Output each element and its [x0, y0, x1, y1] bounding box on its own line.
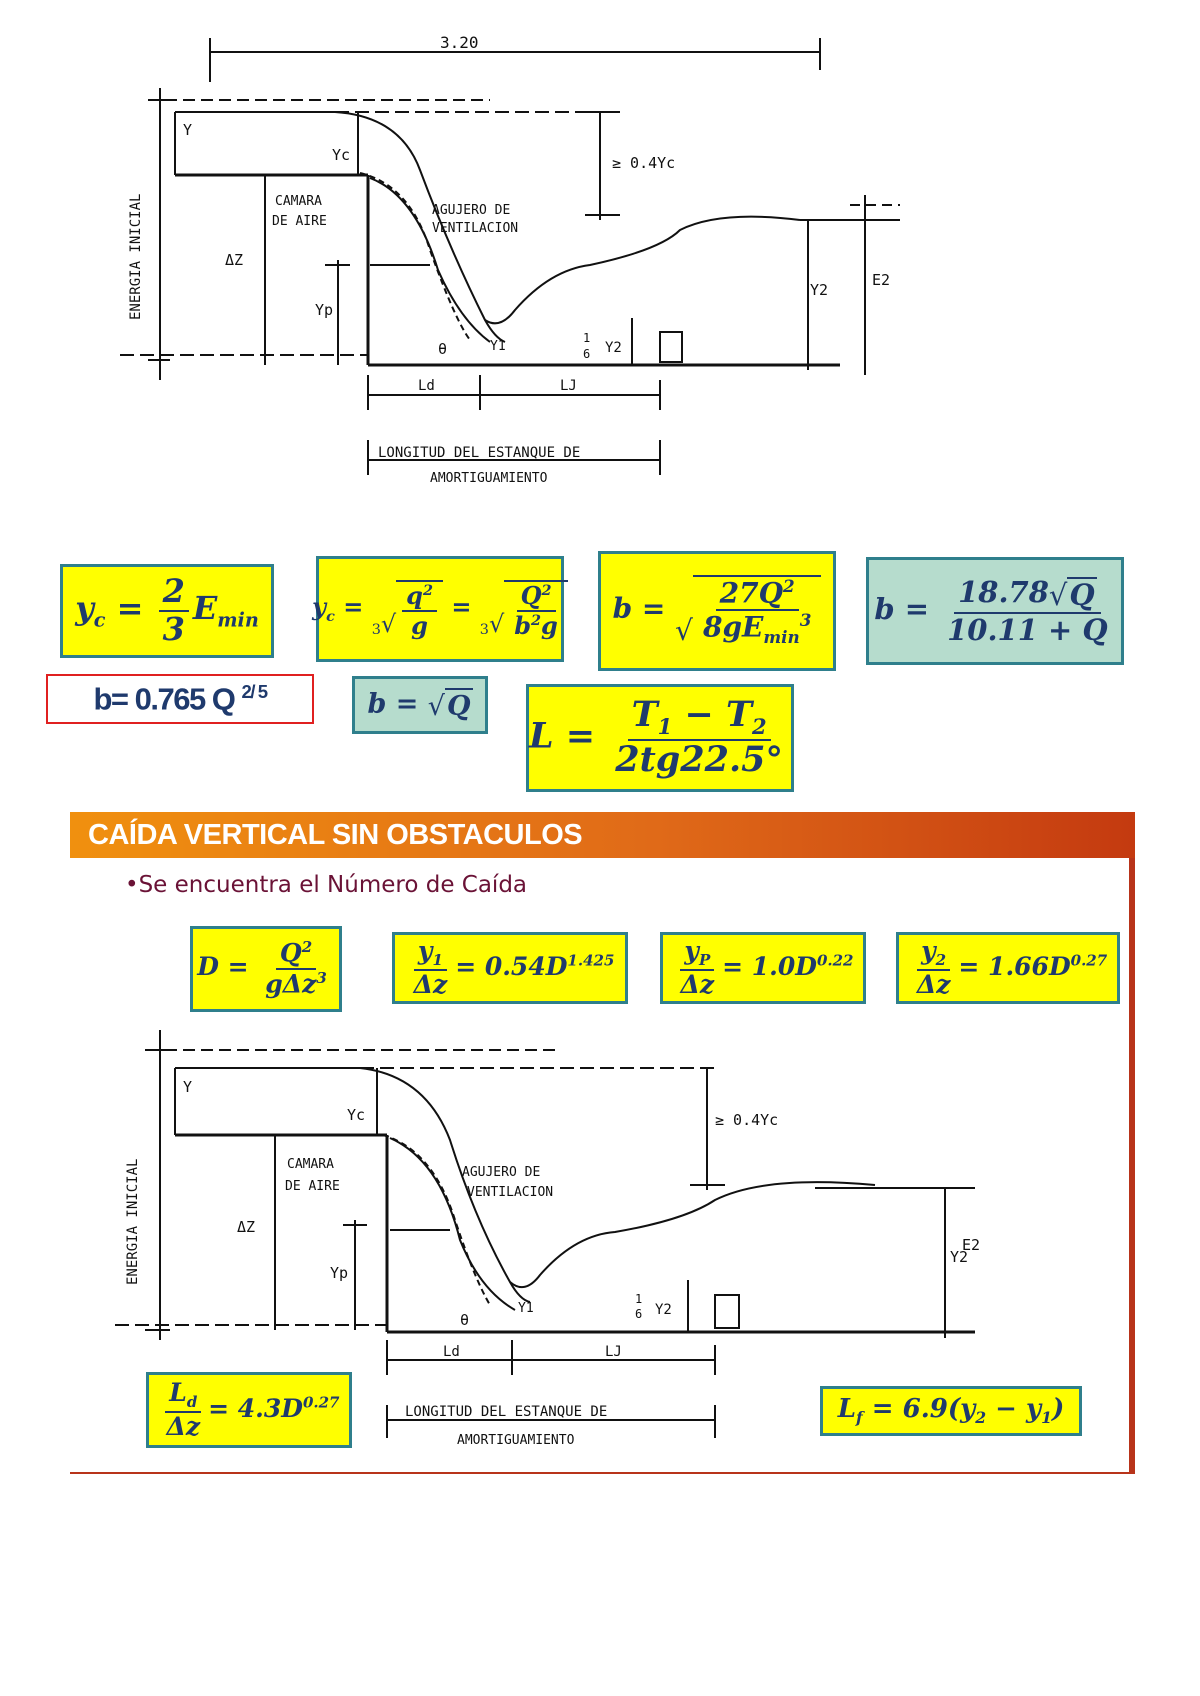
formula-yc-energy-text: $y_c$ = $\frac{2}{3}$ $E_{min}$: [75, 572, 259, 648]
top-dimension-label: 3.20: [440, 33, 479, 52]
y-label-bottom: Y: [183, 1078, 193, 1096]
e2-label: E2: [872, 271, 891, 289]
e2-label-bottom: E2: [962, 1236, 981, 1254]
y1-label-bottom: Y1: [518, 1301, 534, 1316]
formula-yc-critical-text: $y_c$ = 3 √ $\frac{q^2}{g}$ = 3 √ $\frac{Q^2}{b^2g}$: [312, 580, 568, 637]
ld-label: Ld: [418, 378, 435, 394]
bullet-text: Se encuentra el Número de Caída: [138, 872, 528, 898]
formula-drop-number: [190, 926, 342, 1012]
theta-label-bottom: θ: [460, 1311, 470, 1329]
yc-label-bottom: Yc: [347, 1106, 366, 1124]
camara-label-1: CAMARA: [275, 194, 322, 209]
yc-label: Yc: [332, 146, 351, 164]
sixth-denominator: 6: [583, 347, 591, 361]
sixth-y2-label: Y2: [605, 340, 622, 356]
formula-drop-number-text: D = $\frac{Q^2}{g\Delta z^3}$: [197, 938, 327, 999]
yp-label-bottom: Yp: [330, 1264, 349, 1282]
formula-lf-length-text: $L_f = 6.9(y_2 - y_1)$: [837, 1394, 1065, 1428]
dz-label-bottom: ΔZ: [237, 1218, 256, 1236]
longitud-label-bottom-2: AMORTIGUAMIENTO: [457, 1433, 575, 1448]
formula-ld-ratio: [146, 1372, 352, 1448]
formula-b-sqrt-text: b = √ Q: [367, 688, 471, 722]
formula-yc-energy: [60, 564, 274, 658]
formula-yp-ratio: [660, 932, 866, 1004]
sixth-numerator-bottom: 1: [635, 1292, 643, 1306]
formula-ld-ratio-text: $\frac{L_d}{\Delta z}$ = $4.3D^{0.27}$: [166, 1377, 340, 1442]
ld-label-bottom: Ld: [443, 1344, 460, 1360]
formula-b-energy-text: b = √ $\frac{27Q^2}{8gE_{min}^3}$: [613, 575, 822, 646]
formula-b-empirical: [866, 557, 1124, 665]
formula-transition-length-text: L = $\frac{T_1 - T_2}{2tg22.5^\circ}$: [528, 694, 784, 781]
y2-label: Y2: [810, 281, 829, 299]
yp-label: Yp: [315, 301, 334, 319]
energy-label-bottom: ENERGIA INICIAL: [125, 1158, 141, 1285]
formula-y1-ratio: [392, 932, 628, 1004]
dz-label: ΔZ: [225, 251, 244, 269]
longitud-label-2: AMORTIGUAMIENTO: [430, 471, 548, 486]
formula-y1-ratio-text: $\frac{y_1}{\Delta z}$ = $0.54D^{1.425}$: [413, 935, 615, 1000]
agujero-label-bottom-1: AGUJERO DE: [462, 1165, 541, 1180]
agujero-label-2: VENTILACION: [432, 221, 519, 236]
section-title: CAÍDA VERTICAL SIN OBSTACULOS: [70, 812, 1135, 858]
camara-label-bottom-2: DE AIRE: [285, 1179, 340, 1194]
y2-label-bottom: Y2: [950, 1248, 969, 1266]
agujero-label-1: AGUJERO DE: [432, 203, 511, 218]
camara-label-bottom-1: CAMARA: [287, 1157, 334, 1172]
formula-yc-critical: [312, 556, 564, 662]
theta-label: θ: [438, 340, 448, 358]
formula-b-empirical-text: b = 18.78 √ Q 10.11 + Q: [874, 574, 1108, 647]
sixth-numerator: 1: [583, 331, 591, 345]
formula-yp-ratio-text: $\frac{y_P}{\Delta z}$ = $1.0D^{0.22}$: [680, 935, 854, 1000]
formula-b-sqrt: [352, 676, 488, 734]
bullet-item: [125, 872, 527, 898]
formula-b-power: [46, 674, 314, 724]
longitud-label-1: LONGITUD DEL ESTANQUE DE: [378, 445, 581, 461]
y1-label: Y1: [490, 339, 506, 354]
formula-y2-ratio: [896, 932, 1120, 1004]
sixth-denominator-bottom: 6: [635, 1307, 643, 1321]
formula-transition-length: [526, 684, 794, 792]
agujero-label-bottom-2: VENTILACION: [467, 1185, 554, 1200]
clearance-label: ≥ 0.4Yc: [612, 154, 676, 172]
camara-label-2: DE AIRE: [272, 214, 327, 229]
longitud-label-bottom-1: LONGITUD DEL ESTANQUE DE: [405, 1404, 608, 1420]
formula-b-energy: [598, 551, 836, 671]
drop-diagram-top: [120, 20, 1000, 510]
lj-label-bottom: LJ: [605, 1344, 622, 1360]
lj-label: LJ: [560, 378, 577, 394]
formula-y2-ratio-text: $\frac{y_2}{\Delta z}$ = $1.66D^{0.27}$: [916, 935, 1108, 1000]
drop-diagram-top-svg: [120, 20, 1000, 510]
formula-lf-length: [820, 1386, 1082, 1436]
formula-b-power-text: b= 0.765 Q $^{2/ 5}$: [93, 680, 267, 717]
sixth-y2-label-bottom: Y2: [655, 1302, 672, 1318]
clearance-label-bottom: ≥ 0.4Yc: [715, 1111, 779, 1129]
y-label: Y: [183, 121, 193, 139]
energy-label: ENERGIA INICIAL: [128, 193, 144, 320]
bullet-dot: •: [125, 872, 139, 898]
